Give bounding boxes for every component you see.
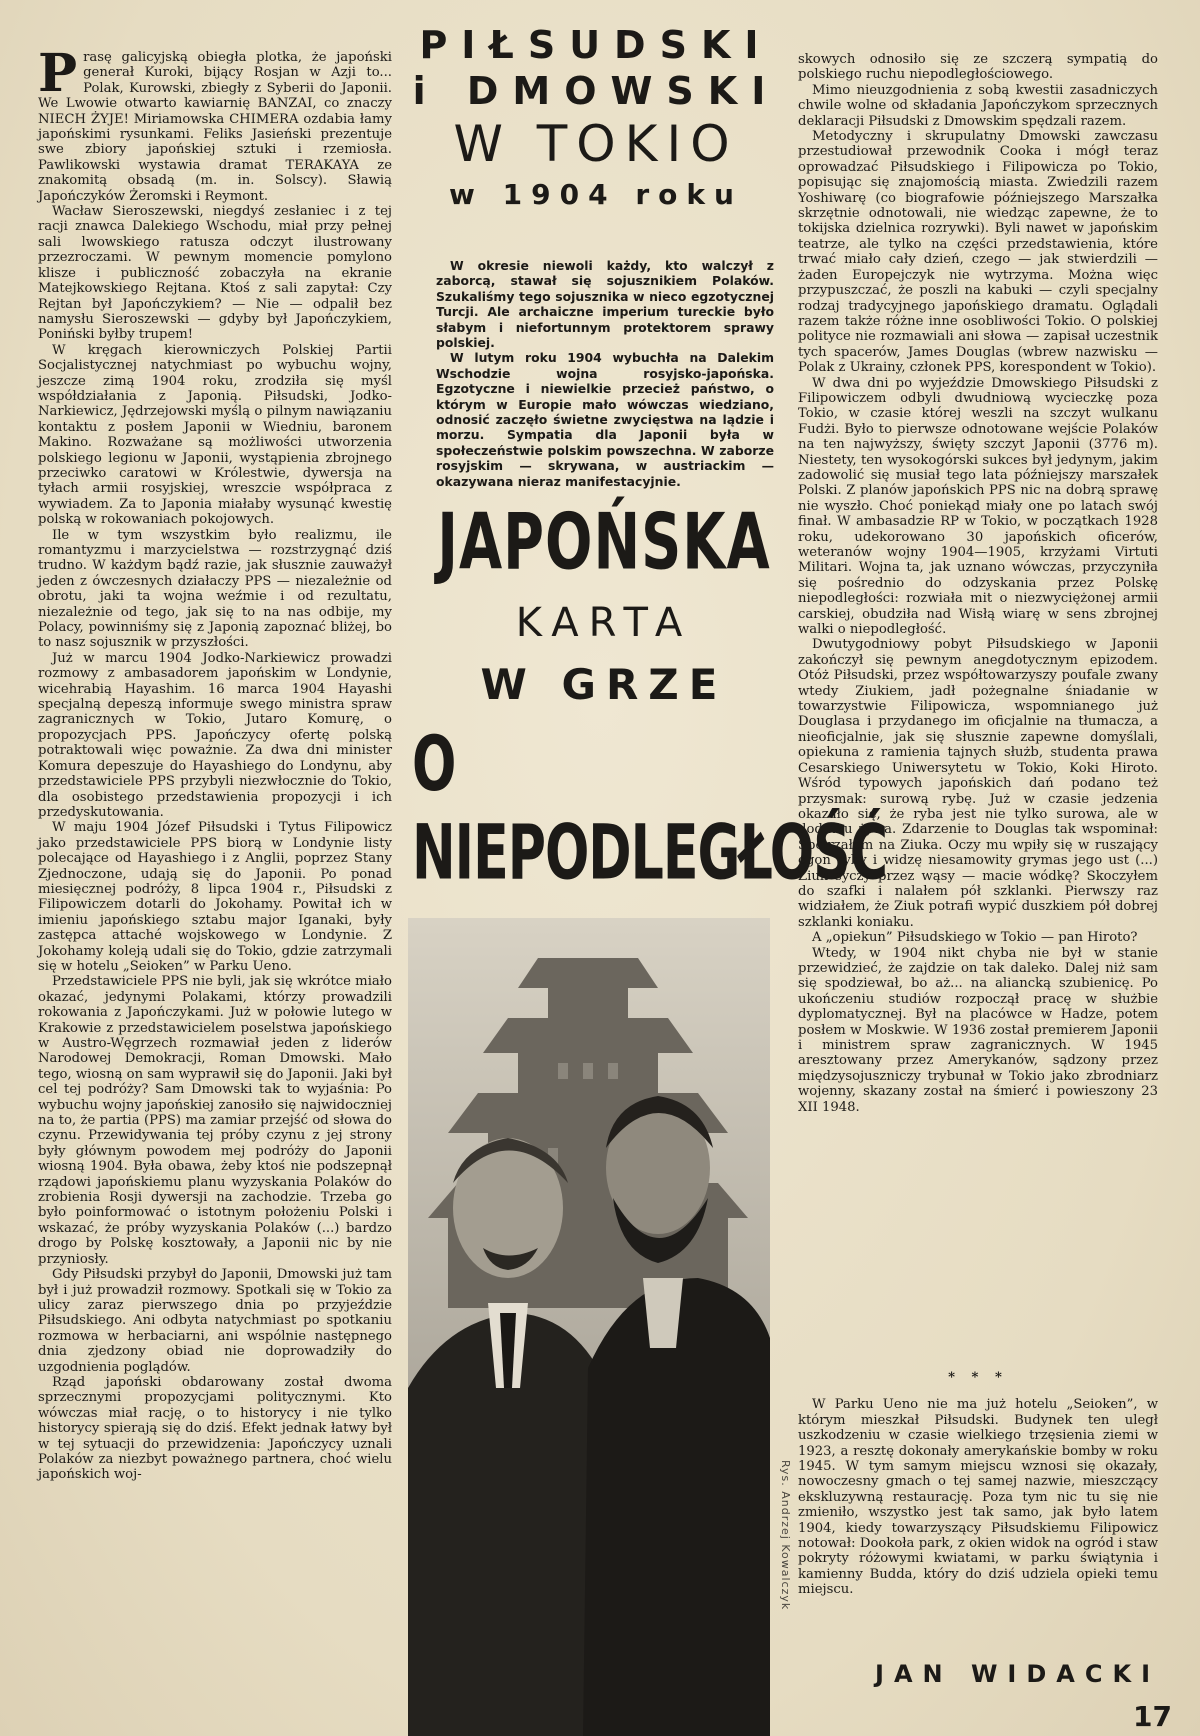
paragraph-text: skowych odnosiło się ze szczerą sympatią do polskiego ruchu niepodległościowego. bbox=[798, 52, 1158, 83]
lead-paragraph: W lutym roku 1904 wybuchła na Dalekim Wschodzie wojna rosyjsko-japońska. Egzotyczne i niewielkie przecież państwo, o którym w Europie mało wówczas wiedziano, odnosić zaczęło świetne zwycięstwa na lądzie i morzu. Sympatia dla Japonii była w społeczeństwie polskim powszechna. W zaborze rosyjskim — skrywana, w austriackim — okazywana nieraz manifestacyjnie. bbox=[436, 350, 774, 489]
paragraph-text: rasę galicyjską obiegła plotka, że japoński generał Kuroki, bijący Rosjan w Azji to... Polak, Kurowski, zbiegły z Syberii do Japonii. We Lwowie otwarto kawiarnię BANZAI, co znaczy NIECH ŻYJE! Miriamowska CHIMERA ozdabia łamy japońskimi rysunkami. Feliks Jasieński prezentuje swe zbiory japońskiej sztuki i rzemiosła. Pawlikowski wystawia dramat TERAKAYA ze znakomitą obsadą (m. in. Solscy). Sławią Japończyków Żeromski i Reymont. bbox=[38, 50, 392, 204]
paragraph-text: Mimo nieuzgodnienia z sobą kwestii zasadniczych chwile wolne od składania Japończykom sprzecznych deklaracji Piłsudski z Dmowskim spędzali razem. bbox=[798, 82, 1158, 129]
body-paragraph bbox=[798, 946, 1158, 1115]
right-column-epilogue bbox=[798, 1350, 1158, 1598]
page-number: 17 bbox=[1133, 1700, 1172, 1733]
section-separator: * * * bbox=[948, 1370, 1008, 1385]
body-paragraph bbox=[798, 52, 1158, 83]
paragraph-text: W maju 1904 Józef Piłsudski i Tytus Filipowicz jako przedstawiciele PPS biorą w Londynie listy polecające od Hayashiego i z Anglii, poprzez Stany Zjednoczone, udają się do Japonii. Po ponad miesięcznej podróży, 8 lipca 1904 r., Piłsudski z Filipowiczem dotarli do Jokohamy. Powitał ich w imieniu japońskiego sztabu major Iganaki, były zastępca attaché wojskowego w Londynie. Z Jokohamy koleją udali się do Tokio, gdzie zatrzymali się w hotelu „Seioken” w Parku Ueno. bbox=[38, 820, 392, 974]
article-header bbox=[408, 22, 784, 216]
paragraph-text: Wtedy, w 1904 nikt chyba nie był w stanie przewidzieć, że zajdzie on tak daleko. Dalej niż sam się spodziewał, bo aż... na aliancką szubienicę. Po ukończeniu studiów rozpoczął pracę w służbie dyplomatycznej. Był na placówce w Hadze, potem posłem w Moskwie. W 1936 został premierem Japonii i ministrem spraw zagranicznych. W 1945 aresztowany przez Amerykanów, sądzony przez międzysojuszniczy trybunał w Tokio jako zbrodniarz wojenny, skazany został na śmierć i powieszony 23 XII 1948. bbox=[798, 945, 1158, 1115]
paragraph-text: A „opiekun” Piłsudskiego w Tokio — pan Hiroto? bbox=[812, 930, 1138, 946]
lead-paragraph: W okresie niewoli każdy, kto walczył z zaborcą, stawał się sojusznikiem Polaków. Szukaliśmy tego sojusznika w nieco egzotycznej Turcji. Ale archaiczne imperium tureckie było słabym i niefortunnym protektorem sprawy polskiej. bbox=[436, 258, 774, 351]
paragraph-text: Dwutygodniowy pobyt Piłsudskiego w Japonii zakończył się pewnym anegdotycznym epizodem. Otóż Piłsudski, przez współtowarzyszy poufale zwany wtedy Ziukiem, jadł pożegnalne śniadanie w towarzystwie Filipowicza, wspomnianego już Douglasa i przydanego im oficjalnie na tłumacza, a nieoficjalnie, jak się słusznie zapewne domyślali, opiekuna z ramienia tajnych służb, studenta prawa Cesarskiego Uniwersytetu w Tokio, Koki Hiroto. Wśród typowych japońskich dań podano też przysmak: surową rybę. Już w czasie jedzenia okazało się, że ryba jest nie tylko surowa, ale w dodatku żywa. Zdarzenie to Douglas tak wspominał: Spojrzałem na Ziuka. Oczy mu wpiły się w ruszający ogon ryby i widzę niesamowity grymas jego ust (...) Ziuk syczy przez wąsy — macie wódkę? Skoczyłem do szafki i nalałem pół szklanki. Pierwszy raz widziałem, że Ziuk potrafi wypić duszkiem pół dobrej szklanki koniaku. bbox=[798, 637, 1158, 930]
title-w-grze: W GRZE bbox=[480, 660, 728, 709]
body-paragraph bbox=[38, 43, 392, 204]
paragraph-text: Rząd japoński obdarowany został dwoma sprzecznymi propozycjami politycznymi. Kto wówczas miał rację, o to historycy i nie tylko historycy spierają się do dziś. Efekt jednak łatwy był w tej sytuacji do przewidzenia: Japończycy uznali Polaków za niezbyt poważnego partnera, choć wielu japońskich woj- bbox=[38, 1374, 392, 1483]
left-column bbox=[38, 43, 393, 1483]
photo-pilsudski-dmowski-castle bbox=[408, 918, 770, 1736]
title-karta: KARTA bbox=[515, 600, 693, 646]
title-niepodleglosc: O NIEPODLEGŁOŚĆ bbox=[412, 720, 888, 897]
body-paragraph bbox=[798, 376, 1158, 638]
paragraph-text: W dwa dni po wyjeździe Dmowskiego Piłsudski z Filipowiczem odbyli dwudniową wycieczkę poza Tokio, w czasie której weszli na szczyt wulkanu Fudżi. Było to pierwsze odnotowane wejście Polaków na ten najwyższy, święty szczyt Japonii (3776 m). Niestety, ten wysokogórski sukces był jedynym, jakim zadowolić się musiał tego lata późniejszy marszałek Polski. Z planów japońskich PPS nic na dobrą sprawę nie wyszło. Choć poniekąd miały one po latach swój finał. W ambasadzie RP w Tokio, w początkach 1928 roku, udekorowano 30 japońskich oficerów, weteranów wojny 1904—1905, krzyżami Virtuti Militari. Wojna ta, jak uznano wówczas, przyczyniła się pośrednio do odzyskania przez Polskę niepodległości: rozwiała mit o niezwyciężonej armii carskiej, obudziła nad Wisłą wiarę w sens zbrojnej walki o niepodległość. bbox=[798, 375, 1158, 638]
body-paragraph bbox=[38, 974, 392, 1267]
body-paragraph bbox=[38, 1267, 392, 1375]
header-line-tokio: W TOKIO bbox=[453, 115, 739, 173]
paragraph-text: W kręgach kierowniczych Polskiej Partii Socjalistycznej natychmiast po wybuchu wojny, jeszcze zimą 1904 roku, zrodziła się myśl współdziałania z Japonią. Piłsudski, Jodko-Narkiewicz, Jędrzejowski myślą o pilnym nawiązaniu kontaktu z posłem Japonii w Wiedniu, baronem Makino. Rozważane są możliwości utworzenia polskiego legionu w Japonii, wystąpienia zbrojnego przeciwko caratowi w Królestwie, dywersja na tyłach armii rosyjskiej, wreszcie współpraca z wywiadem. Za to Japonia miałaby wysunąć kwestię polską w rokowaniach pokojowych. bbox=[38, 342, 392, 528]
author-signature: JAN WIDACKI bbox=[875, 1660, 1160, 1688]
header-line-pilsudski: PIŁSUDSKI bbox=[419, 23, 773, 67]
body-paragraph bbox=[38, 651, 392, 820]
body-paragraph bbox=[38, 343, 392, 528]
body-paragraph bbox=[38, 204, 392, 343]
paragraph-text: Ile w tym wszystkim było realizmu, ile romantyzmu i marzycielstwa — rozstrzygnąć dziś trudno. W każdym bądź razie, jak słusznie zauważył jeden z ówczesnych działaczy PPS — niezależnie od obrotu, jaki ta wojna weźmie i od rezultatu, niezależnie od tego, jak się to na nas odbije, my Polacy, powinniśmy się z Japonią zapoznać bliżej, bo to nasz sojusznik w przyszłości. bbox=[38, 527, 392, 651]
illustration-credit: Rys. Andrzej Kowalczyk bbox=[779, 1460, 792, 1611]
title-japonska: JAPOŃSKA bbox=[437, 496, 771, 588]
body-paragraph bbox=[798, 637, 1158, 930]
epilogue-paragraph: W Parku Ueno nie ma już hotelu „Seioken”, w którym mieszkał Piłsudski. Budynek ten uległ uszkodzeniu w czasie wielkiego trzęsienia ziemi w 1923, a resztę dokonały amerykańskie bomby w roku 1945. W tym samym miejscu wznosi się okazały, nowoczesny gmach o tej samej nazwie, mieszczący ekskluzywną restaurację. Poza tym nic tu się nie zmieniło, wszystko jest tak samo, jak było latem 1904, kiedy towarzyszący Piłsudskiemu Filipowicz notował: Dookoła park, z okien widok na ogród i staw pokryty różowymi kwiatami, w parku świątynia i kamienny Budda, który do dziś udziela opieki temu miejscu. bbox=[798, 1397, 1158, 1598]
header-line-year: w 1904 roku bbox=[449, 178, 743, 211]
paragraph-text: Już w marcu 1904 Jodko-Narkiewicz prowadzi rozmowy z ambasadorem japońskim w Londynie, wicehrabią Hayashim. 16 marca 1904 Hayashi specjalną depeszą informuje swego ministra spraw zagranicznych w Tokio, Jutaro Komurę, o propozycjach PPS. Japończycy ofertę polską potraktowali więc poważnie. Za dwa dni minister Komura depeszuje do Hayashiego do Londynu, aby przedstawiciele PPS przybyli niezwłocznie do Tokio, dla osobistego przedstawienia propozycji i ich przedyskutowania. bbox=[38, 650, 392, 820]
body-paragraph bbox=[798, 83, 1158, 129]
paragraph-text: Przedstawiciele PPS nie byli, jak się wkrótce miało okazać, jedynymi Polakami, którzy prowadzili rokowania z Japończykami. Już w połowie lutego w Krakowie z przedstawicielem poselstwa japońskiego w Austro-Węgrzech rozmawiał jeden z liderów Narodowej Demokracji, Roman Dmowski. Mało tego, wiosną on sam wyprawił się do Japonii. Jaki był cel tej podróży? Sam Dmowski tak to wyjaśnia: Po wybuchu wojny japońskiej zanosiło się najwidoczniej na to, że partia (PPS) ma zamiar przejść od słowa do czynu. Przewidywania tej próby czynu z jej strony były głównym powodem mej podróży do Japonii wiosną 1904. Była obawa, żeby ktoś nie podszepnął rządowi japońskiemu planu wyzyskania Polaków do zrobienia Rosji dywersji na zachodzie. Trzeba go było poinformować o istotnym położeniu Polski i wskazać, że próby wyzyskania Polaków (...) bardzo drogo by Polskę kosztowały, a Japonii nic by nie przyniosły. bbox=[38, 974, 393, 1267]
lead-paragraphs bbox=[436, 258, 774, 489]
drop-cap: P bbox=[38, 43, 78, 104]
paragraph-text: Gdy Piłsudski przybył do Japonii, Dmowski już tam był i już prowadził rozmowy. Spotkali się w Tokio za ulicy zaraz pierwszego dnia po przyjeździe Piłsudskiego. Ani odbyta natychmiast po spotkaniu rozmowa w herbaciarni, ani wspólnie następnego dnia zjedzony obiad nie doprowadziły do uzgodnienia poglądów. bbox=[38, 1267, 392, 1375]
body-paragraph bbox=[38, 528, 392, 651]
body-paragraph bbox=[38, 820, 392, 974]
header-line-dmowski: i DMOWSKI bbox=[412, 69, 780, 113]
paragraph-text: Metodyczny i skrupulatny Dmowski zawczasu przestudiował przewodnik Cooka i mógł teraz oprowadzać Piłsudskiego i Filipowicza po Tokio, popisując się znajomością miasta. Zwiedzili razem Yoshiwarę (co biografowie późniejszego Marszałka skrzętnie odnotowali, nie wiedząc zapewne, że to tokijska dzielnica rozrywki). Byli nawet w japońskim teatrze, ale tylko na części przedstawienia, które trwać miało cały dzień, czego — jak stwierdzili — żaden Europejczyk nie wytrzyma. Można więc przypuszczać, że poszli na kabuki — czyli specjalny rodzaj tradycyjnego japońskiego dramatu. Oglądali razem także różne inne osobliwości Tokio. O polskiej polityce nie rozmawiali ani słowa — zapisał uczestnik tych spacerów, James Douglas (wbrew nazwisku — Polak z Ukrainy, członek PPS, korespondent w Tokio). bbox=[798, 129, 1158, 376]
photo-illustration bbox=[408, 918, 770, 1736]
paragraph-text: Wacław Sieroszewski, niegdyś zesłaniec i z tej racji znawca Dalekiego Wschodu, miał przy pełnej sali lwowskiego ratusza odczyt ilustrowany przezroczami. W pewnym momencie pomylono klisze i publiczność zobaczyła na ekranie Matejkowskiego Rejtana. Ktoś z sali zapytał: Czy Rejtan był Japończykiem? — Nie — odpalił bez namysłu Sieroszewski — gdyby był Japończykiem, Poniński byłby trupem! bbox=[38, 204, 392, 343]
body-paragraph bbox=[798, 930, 1158, 945]
body-paragraph bbox=[38, 1375, 392, 1483]
right-column bbox=[798, 52, 1158, 1115]
body-paragraph bbox=[798, 129, 1158, 376]
